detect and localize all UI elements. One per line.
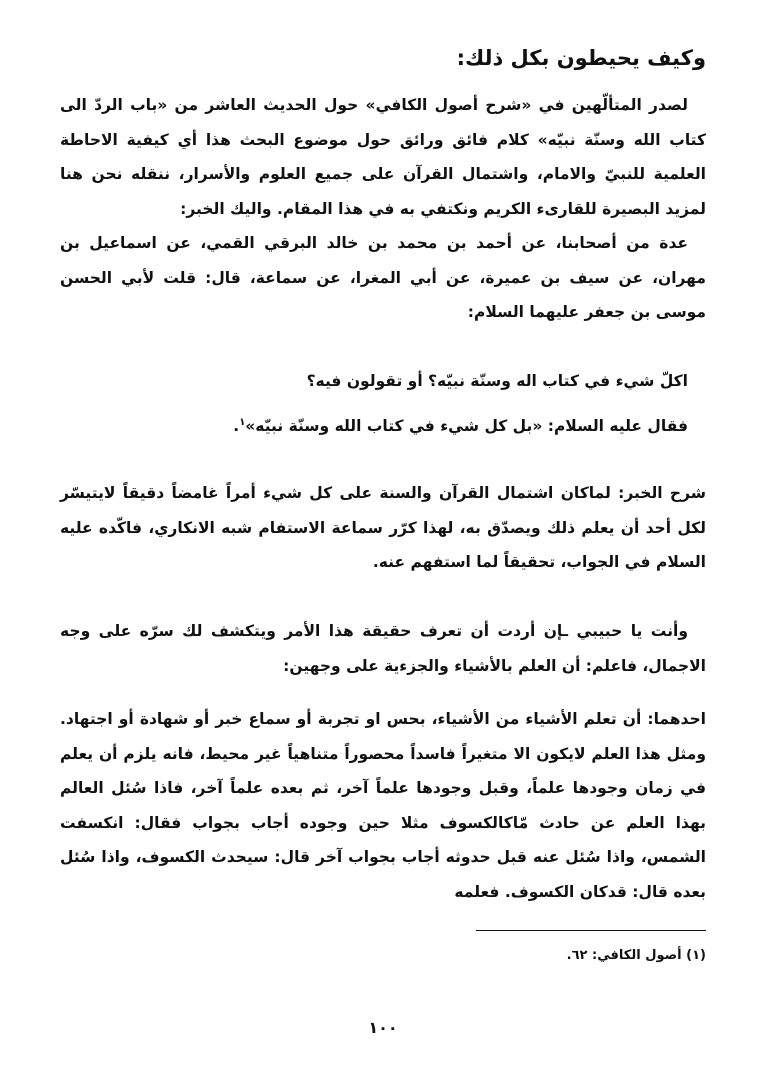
paragraph-first-way: احدهما: أن تعلم الأشياء من الأشياء، بحس او تجربة أو سماع خبر أو شهادة أو اجتهاد. ومثل هذا العلم لايكون الا متغيراً فاسداً محصوراً متناهياً غير محيط، فانه يلزم أن يعلم في زمان وجودها علماً، وقبل وجودها علماً آخر، ثم بعده علماً آخر، فاذا سُئل العالم بهذا العلم عن حادث مّاكالكسوف مثلا حين وجوده أجاب بجواب فقال: انكسفت الشمس، واذا سُئل عنه قبل حدوثه أجاب بجواب آخر قال: سيحدث الكسوف، واذا سُئل بعده قال: قدكان الكسوف. فعلمه: [60, 710, 706, 901]
paragraph-answer: [60, 406, 706, 444]
body-text-question: [60, 364, 706, 399]
section-heading: وكيف يحيطون بكل ذلك:: [456, 46, 706, 70]
body-text-first-way: [60, 702, 706, 909]
paragraph-intro: لصدر المتألّهين في «شرح أصول الكافي» حول الحديث العاشر من «باب الردّ الى كتاب الله وسنّة نبيّه» كلام فائق ورائق حول موضوع البحث هذا أي كيفية الاحاطة العلمية للنبيّ والامام، واشتمال القرآن على جميع العلوم والأسرار، ننقله نحن هنا لمزيد البصيرة للقارىء الكريم ونكتفي به في هذا المقام. واليك الخبر:: [60, 96, 706, 218]
paragraph-knowledge: وأنت يا حبيبي ـإن أردت أن تعرف حقيقة هذا الأمر ويتكشف لك سرّه على وجه الاجمال، فاعلم: أن العلم بالأشياء والجزءية على وجهين:: [60, 622, 706, 675]
paragraph-commentary: شرح الخبر: لماكان اشتمال القرآن والسنة على كل شيء أمراً غامضاً دقيقاً لايتيسّر لكل أحد أن يعلم ذلك ويصدّق به، لهذا كرّر سماعة الاستفام شبه الانكاري، فاكّده عليه السلام في الجواب، تحقيقاً لما استفهم عنه.: [60, 484, 706, 571]
body-text-commentary: [60, 476, 706, 580]
answer-end: .: [233, 417, 240, 436]
footnote: (١) أصول الكافي: ٦٢.: [566, 948, 706, 963]
paragraph-chain: عدة من أصحابنا، عن أحمد بن محمد بن خالد البرقي القمي، عن اسماعيل بن مهران، عن سيف بن عميرة، عن أبي المغرا، عن سماعة، قال: قلت لأبي الحسن موسى بن جعفر عليهما السلام:: [60, 234, 706, 321]
body-text-answer: [60, 406, 706, 444]
footnote-divider: [476, 930, 706, 931]
paragraph-question: اكلّ شيء في كتاب اله وسنّة نبيّه؟ أو تقولون فيه؟: [306, 372, 688, 390]
body-text: [60, 88, 706, 226]
answer-text: فقال عليه السلام: «بل كل شيء في كتاب الله وسنّة نبيّه»: [245, 417, 688, 436]
body-text-hadith-chain: [60, 226, 706, 330]
footnote-ref: ١: [239, 417, 246, 428]
page-number: ١٠٠: [368, 1018, 398, 1037]
body-text-knowledge: [60, 614, 706, 683]
